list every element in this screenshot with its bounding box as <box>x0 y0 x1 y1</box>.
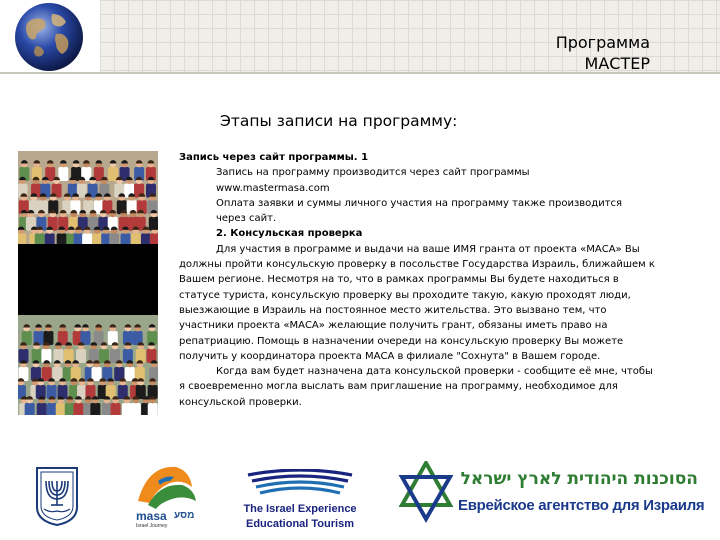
step2-line: я своевременно могла выслать вам приглашение на программу, необходимое для <box>179 381 618 393</box>
step1-title: Запись через сайт программы. 1 <box>179 152 369 163</box>
step2-line: статусе туриста, консульскую проверку вы проходите такую, какую проходят люди, <box>179 289 631 301</box>
step2-line: Когда вам будет назначена дата консульской проверки - сообщите её мне, чтобы <box>216 366 653 378</box>
step2-line: Вашем регионе. Несмотря на то, что в рамках программы Вы будете находиться в <box>179 274 619 286</box>
program-title: Программа МАСТЕР <box>555 33 650 73</box>
group-photo-bottom <box>18 315 158 415</box>
tiete-line2: Educational Tourism <box>246 518 354 530</box>
tiete-logo <box>230 469 370 533</box>
masa-name: masa <box>136 509 167 523</box>
tiete-line1: The Israel Experience <box>243 503 357 515</box>
jewish-agency-logo <box>396 461 706 535</box>
step2-line: репатриацию. Помощь в назначении очереди на консульскую проверку Вы можете <box>179 335 624 347</box>
menorah-icon <box>34 465 80 527</box>
agency-russian: Еврейское агентство для Израиля <box>458 497 705 514</box>
logo-row <box>0 455 720 540</box>
israel-emblem-logo <box>34 465 80 527</box>
step2-line: консульской проверки. <box>179 396 302 408</box>
slide-heading: Этапы записи на программу: <box>220 112 458 130</box>
masa-hebrew: מסע <box>174 510 195 521</box>
agency-hebrew: הסוכנות היהודית לארץ ישראל <box>460 469 698 489</box>
step1-line: Оплата заявки и суммы личного участия на программу также производится <box>216 197 623 209</box>
step2-line: выезжающие в Израиль на постоянное место жительства. Это вызвано тем, что <box>179 304 607 316</box>
step1-line: через сайт. <box>216 213 277 225</box>
black-block <box>18 244 158 315</box>
globe-icon <box>15 3 83 71</box>
step2-line: получить у координатора проекта МАСА в филиале "Сохнута" в Вашем городе. <box>179 350 601 362</box>
step2-line: должны пройти консульскую проверку в посольстве Государства Израиль, ближайшем к <box>179 259 655 271</box>
masa-logo <box>130 461 202 533</box>
step1-site-link[interactable]: www.mastermasa.com <box>216 182 330 194</box>
group-photo-top <box>18 151 158 244</box>
step2-line: Для участия в программе и выдачи на ваше ИМЯ гранта от проекта «МАСА» Вы <box>216 243 640 255</box>
step1-line: Запись на программу производится через сайт программы <box>216 167 530 179</box>
body-text <box>179 150 691 410</box>
step2-line: участники проекта «МАСА» желающие получить грант, обязаны иметь право на <box>179 320 608 332</box>
masa-tagline: Israel Journey <box>136 523 168 529</box>
step2-title: 2. Консульская проверка <box>216 228 363 240</box>
star-of-david-icon <box>402 463 450 519</box>
globe-logo <box>0 0 100 72</box>
